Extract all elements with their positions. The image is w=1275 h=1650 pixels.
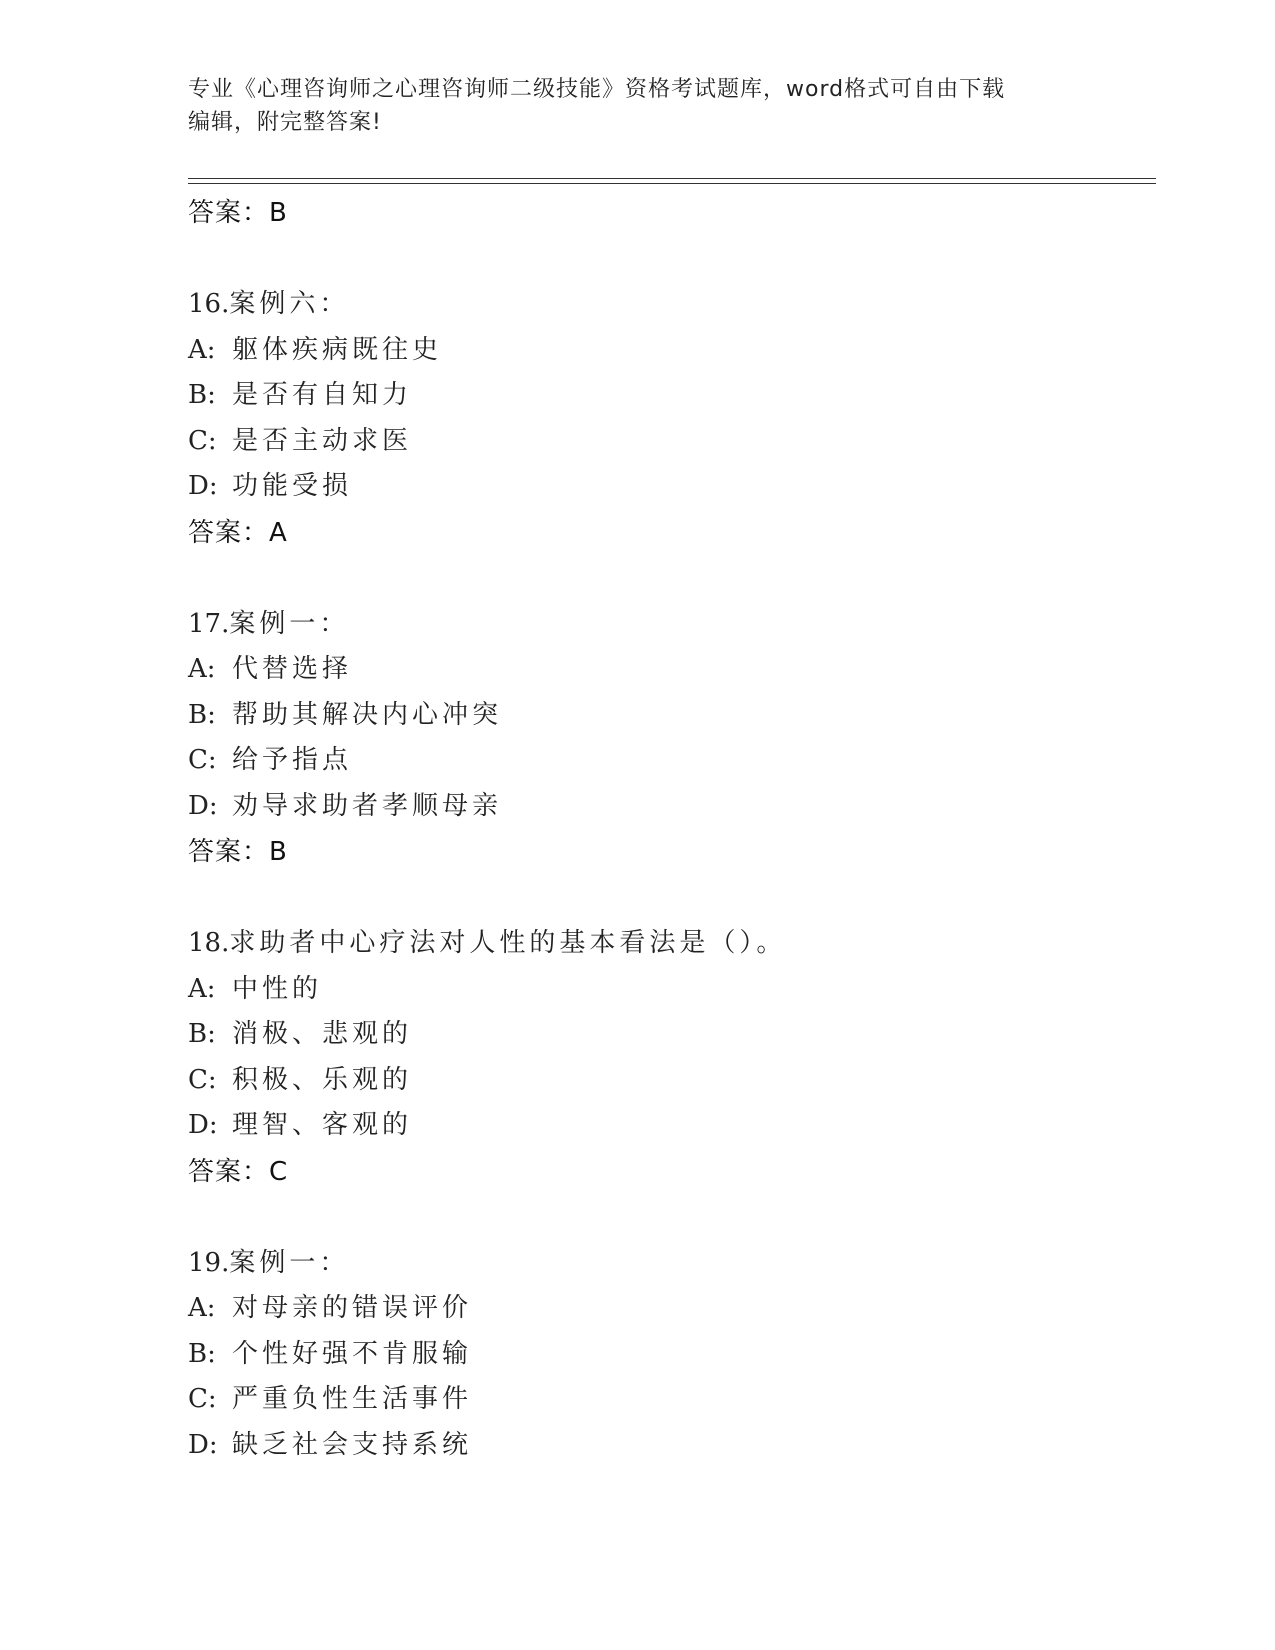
option-b [188,373,1138,419]
option-b [188,693,1138,739]
question-number: 17. [188,608,230,639]
option-text: 个性好强不肯服输 [232,1338,473,1369]
option-c [188,419,1138,465]
question-text: 案例一： [229,1247,350,1278]
option-text: 消极、悲观的 [232,1019,413,1049]
spacer [188,556,1138,602]
question-text: 案例一： [229,608,350,639]
option-d [188,1103,1138,1149]
option-b [188,1332,1138,1378]
option-letter: C: [188,745,217,775]
option-text: 帮助其解决内心冲突 [232,699,503,730]
spacer [188,1195,1138,1241]
question-number: 19. [188,1247,230,1278]
question-text: 求助者中心疗法对人性的基本看法是（）。 [229,928,787,958]
spacer [188,236,1138,282]
header-divider-bottom [188,183,1156,184]
option-d [188,784,1138,830]
question-stem [188,282,1138,328]
option-d [188,1423,1138,1469]
option-text: 给予指点 [232,745,353,775]
option-c [188,1058,1138,1104]
option-text: 劝导求助者孝顺母亲 [232,790,503,821]
answer-line: 答案：C [188,1156,289,1187]
question-17 [188,602,1138,876]
option-letter: B: [188,1019,216,1049]
option-d [188,464,1138,510]
header-line-2: 编辑，附完整答案! [188,110,382,135]
header-line-1: 专业《心理咨询师之心理咨询师二级技能》资格考试题库，word格式可自由下载 [188,77,1006,102]
option-text: 代替选择 [232,654,353,684]
option-text: 是否主动求医 [232,425,413,456]
option-letter: B: [188,380,216,410]
option-text: 积极、乐观的 [232,1064,413,1095]
option-a [188,328,1138,374]
option-letter: A: [188,654,216,684]
option-text: 缺乏社会支持系统 [232,1429,473,1460]
option-text: 严重负性生活事件 [232,1384,473,1414]
answer-line: 答案：B [188,837,288,867]
option-letter: D: [188,1429,218,1460]
question-number: 16. [188,289,230,319]
option-c [188,738,1138,784]
question-stem [188,921,1138,967]
option-letter: C: [188,1064,217,1095]
document-header [188,73,1068,139]
option-text: 功能受损 [232,471,353,501]
question-16 [188,282,1138,556]
option-letter: A: [188,973,216,1004]
option-text: 理智、客观的 [232,1110,413,1140]
option-letter: A: [188,334,216,365]
spacer [188,875,1138,921]
option-a [188,967,1138,1013]
answer-line: 答案：A [188,517,288,548]
option-letter: D: [188,790,218,821]
option-text: 中性的 [232,973,323,1004]
option-letter: B: [188,1338,216,1369]
option-c [188,1377,1138,1423]
option-a [188,1286,1138,1332]
question-list [188,190,1138,1468]
option-letter: D: [188,471,218,501]
question-text: 案例六： [229,289,350,319]
option-letter: C: [188,1384,217,1414]
question-18 [188,921,1138,1195]
option-text: 躯体疾病既往史 [232,334,443,365]
question-19 [188,1241,1138,1469]
header-divider-top [188,178,1156,179]
option-text: 对母亲的错误评价 [232,1293,473,1323]
option-letter: A: [188,1293,216,1323]
option-a [188,647,1138,693]
question-stem [188,602,1138,648]
option-letter: D: [188,1110,218,1140]
option-letter: C: [188,425,217,456]
option-b [188,1012,1138,1058]
option-letter: B: [188,699,216,730]
question-stem [188,1241,1138,1287]
option-text: 是否有自知力 [232,380,413,410]
question-number: 18. [188,928,230,958]
answer-line: 答案：B [188,198,288,228]
